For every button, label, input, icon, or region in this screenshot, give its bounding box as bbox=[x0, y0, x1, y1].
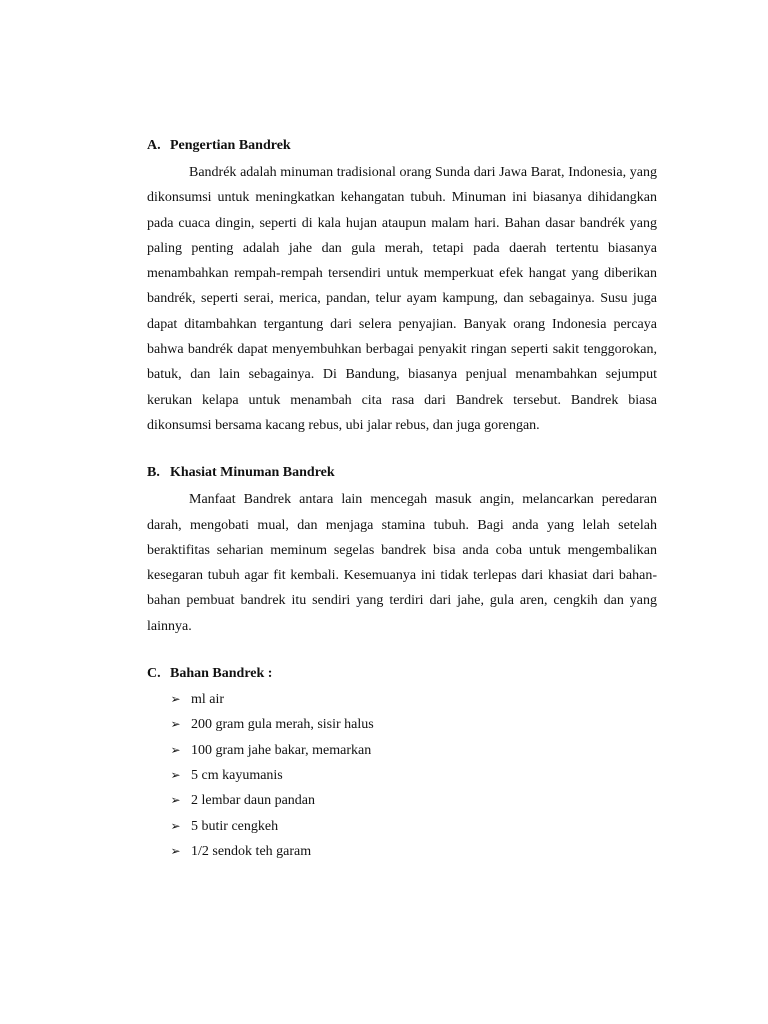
document-page bbox=[147, 136, 657, 864]
list-item bbox=[147, 814, 657, 839]
section-title: Khasiat Minuman Bandrek bbox=[170, 465, 335, 481]
list-item bbox=[147, 712, 657, 737]
list-item-text: 100 gram jahe bakar, memarkan bbox=[191, 742, 372, 758]
section-letter: B. bbox=[147, 465, 160, 481]
list-item-text: 5 butir cengkeh bbox=[191, 818, 279, 834]
list-item-text: 5 cm kayumanis bbox=[191, 767, 283, 783]
arrow-bullet-icon: ➢ bbox=[170, 818, 181, 833]
arrow-bullet-icon: ➢ bbox=[170, 767, 181, 782]
section-title: Pengertian Bandrek bbox=[170, 138, 291, 153]
list-item-text: 2 lembar daun pandan bbox=[191, 793, 316, 809]
list-item-text: ml air bbox=[191, 692, 225, 708]
section-paragraph-b: Manfaat Bandrek antara lain mencegah masuk angin, melancarkan peredaran darah, mengobati mual, dan menjaga stamina tubuh. Bagi anda yang lelah setelah beraktifitas seharian meminum segelas bandrek bisa anda coba untuk mengembalikan kesegaran tubuh agar fit kembali. Kesemuanya ini tidak terlepas dari khasiat dari bahan-bahan pembuat bandrek itu sendiri yang terdiri dari jahe, gula aren, cengkih dan yang lainnya. bbox=[147, 492, 657, 634]
arrow-bullet-icon: ➢ bbox=[170, 717, 181, 732]
section-heading-c bbox=[147, 664, 657, 684]
arrow-bullet-icon: ➢ bbox=[170, 843, 181, 858]
arrow-bullet-icon: ➢ bbox=[170, 793, 181, 808]
list-item bbox=[147, 687, 657, 712]
section-letter: A. bbox=[147, 138, 161, 153]
list-item bbox=[147, 788, 657, 813]
list-item bbox=[147, 763, 657, 788]
arrow-bullet-icon: ➢ bbox=[170, 692, 181, 707]
section-heading-a bbox=[147, 136, 657, 156]
list-item bbox=[147, 839, 657, 864]
list-item-text: 200 gram gula merah, sisir halus bbox=[191, 717, 374, 733]
arrow-bullet-icon: ➢ bbox=[170, 742, 181, 757]
list-item bbox=[147, 738, 657, 763]
list-item-text: 1/2 sendok teh garam bbox=[191, 843, 312, 859]
section-title: Bahan Bandrek : bbox=[170, 666, 273, 682]
section-heading-b bbox=[147, 463, 657, 483]
ingredient-list bbox=[147, 687, 657, 864]
section-paragraph-a: Bandrék adalah minuman tradisional orang Sunda dari Jawa Barat, Indonesia, yang dikonsumsi untuk meningkatkan kehangatan tubuh. Minuman ini biasanya dihidangkan pada cuaca dingin, seperti di kala hujan ataupun malam hari. Bahan dasar bandrék yang paling penting adalah jahe dan gula merah, tetapi pada daerah tertentu biasanya menambahkan rempah-rempah tersendiri untuk memperkuat efek hangat yang diberikan bandrék, seperti serai, merica, pandan, telur ayam kampung, dan sebagainya. Susu juga dapat ditambahkan tergantung dari selera penyajian. Banyak orang Indonesia percaya bahwa bandrék dapat menyembuhkan berbagai penyakit ringan seperti sakit tenggorokan, batuk, dan lain sebagainya. Di Bandung, biasanya penjual menambahkan sejumput kerukan kelapa untuk menambah cita rasa dari Bandrek tersebut. Bandrek biasa dikonsumsi bersama kacang rebus, ubi jalar rebus, dan juga gorengan. bbox=[147, 165, 657, 433]
section-letter: C. bbox=[147, 666, 161, 682]
